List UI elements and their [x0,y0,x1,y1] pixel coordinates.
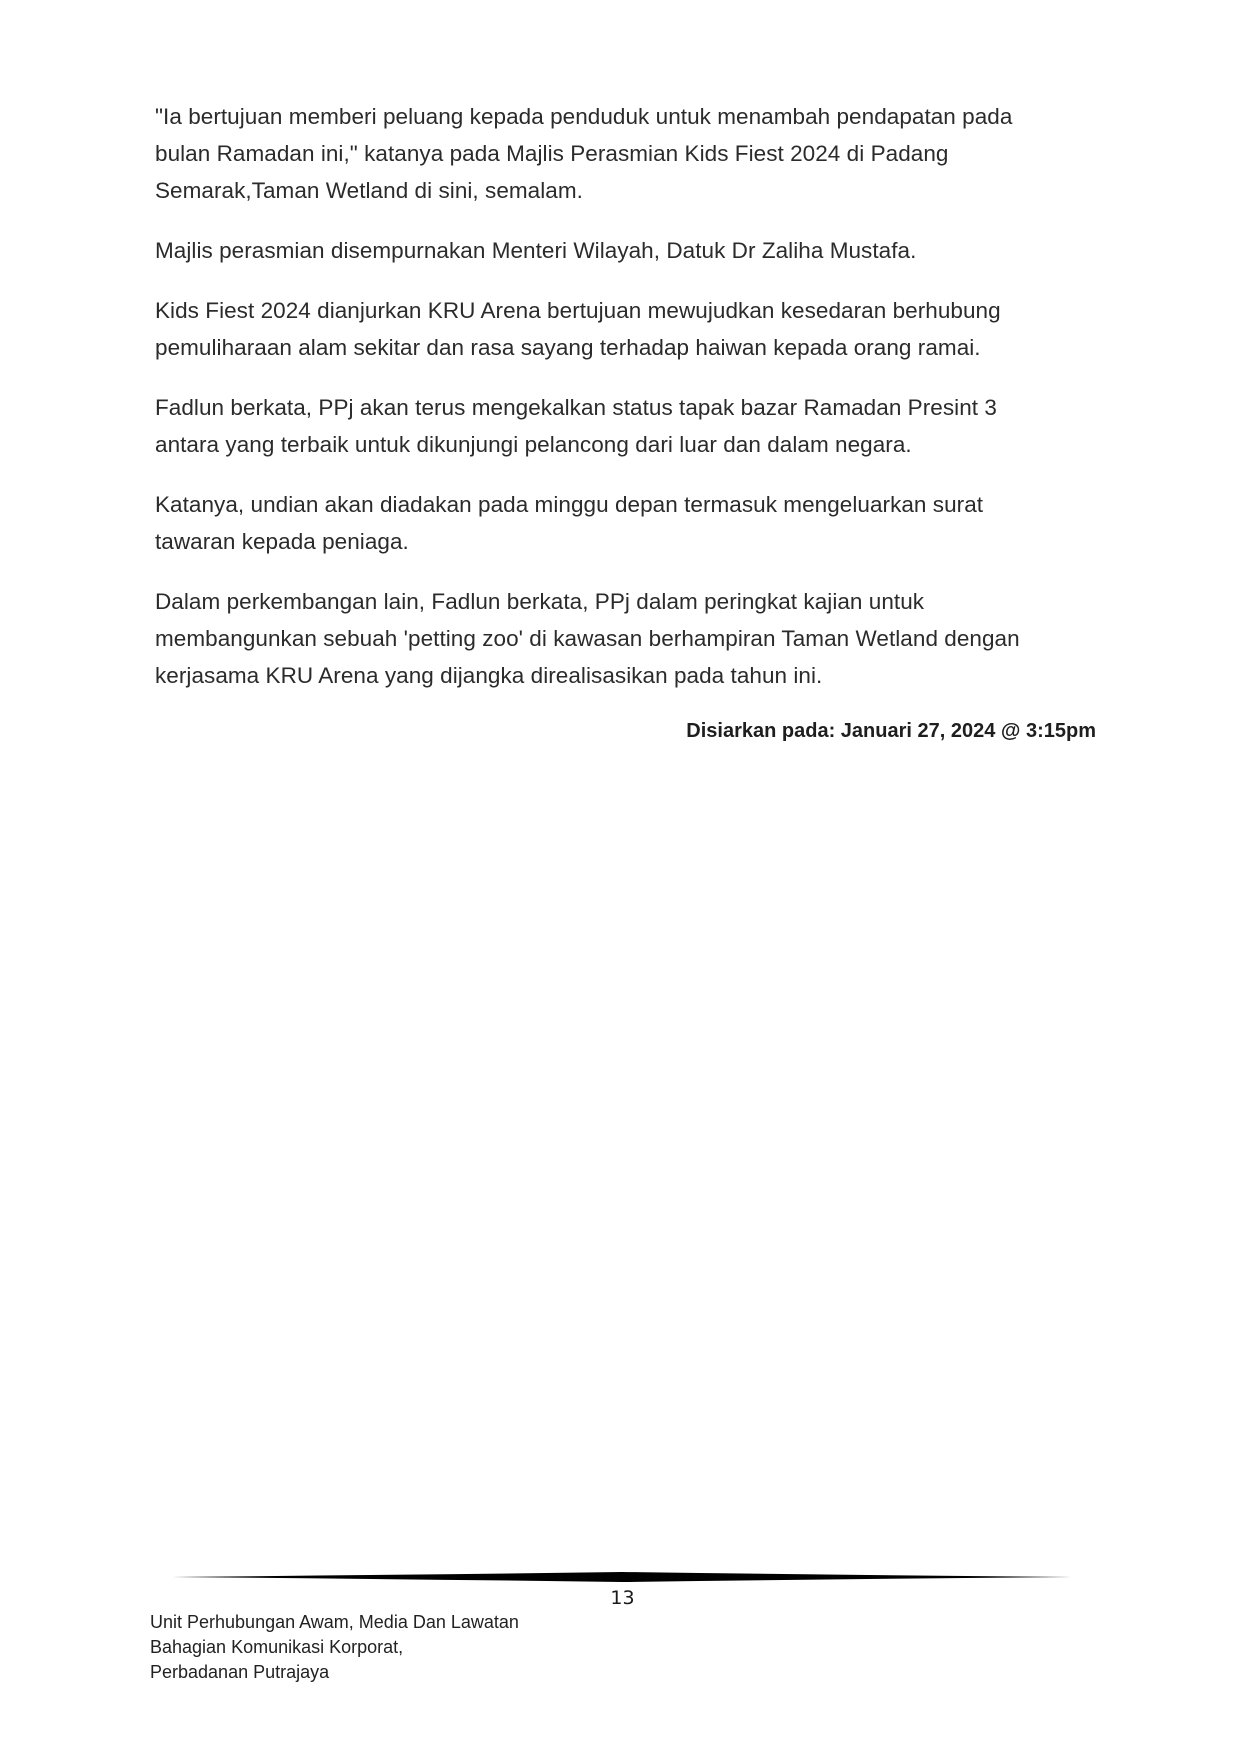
paragraph-draw [155,486,1095,560]
paragraph-line: Majlis perasmian disempurnakan Menteri Wilayah, Datuk Dr Zaliha Mustafa. [155,238,917,263]
paragraph-line: bulan Ramadan ini," katanya pada Majlis Perasmian Kids Fiest 2024 di Padang [155,141,949,166]
footer-org-line: Unit Perhubungan Awam, Media Dan Lawatan [150,1612,519,1632]
paragraph-line: pemuliharaan alam sekitar dan rasa sayang terhadap haiwan kepada orang ramai. [155,335,981,360]
paragraph-line: membangunkan sebuah 'petting zoo' di kawasan berhampiran Taman Wetland dengan [155,626,1020,651]
posted-date: Disiarkan pada: Januari 27, 2024 @ 3:15pm [686,720,1096,742]
paragraph-line: antara yang terbaik untuk dikunjungi pelancong dari luar dan dalam negara. [155,432,912,457]
paragraph-official [155,232,1095,269]
paragraph-line: Katanya, undian akan diadakan pada minggu depan termasuk mengeluarkan surat [155,492,984,517]
footer-divider [172,1570,1072,1584]
paragraph-line: Kids Fiest 2024 dianjurkan KRU Arena bertujuan mewujudkan kesedaran berhubung [155,298,1001,323]
paragraph-line: kerjasama KRU Arena yang dijangka direalisasikan pada tahun ini. [155,663,823,688]
article-body [155,98,1095,717]
page-number: 13 [610,1587,635,1609]
paragraph-quote [155,98,1095,209]
paragraph-line: Dalam perkembangan lain, Fadlun berkata, PPj dalam peringkat kajian untuk [155,589,925,614]
paragraph-bazar-status [155,389,1095,463]
paragraph-line: tawaran kepada peniaga. [155,529,409,554]
paragraph-line: "Ia bertujuan memberi peluang kepada penduduk untuk menambah pendapatan pada [155,104,1013,129]
footer-org-line: Bahagian Komunikasi Korporat, [150,1637,404,1657]
paragraph-line: Fadlun berkata, PPj akan terus mengekalkan status tapak bazar Ramadan Presint 3 [155,395,997,420]
paragraph-organiser [155,292,1095,366]
paragraph-petting-zoo [155,583,1095,694]
footer-org-line: Perbadanan Putrajaya [150,1662,330,1682]
paragraph-line: Semarak,Taman Wetland di sini, semalam. [155,178,583,203]
footer-organisation [150,1610,519,1685]
